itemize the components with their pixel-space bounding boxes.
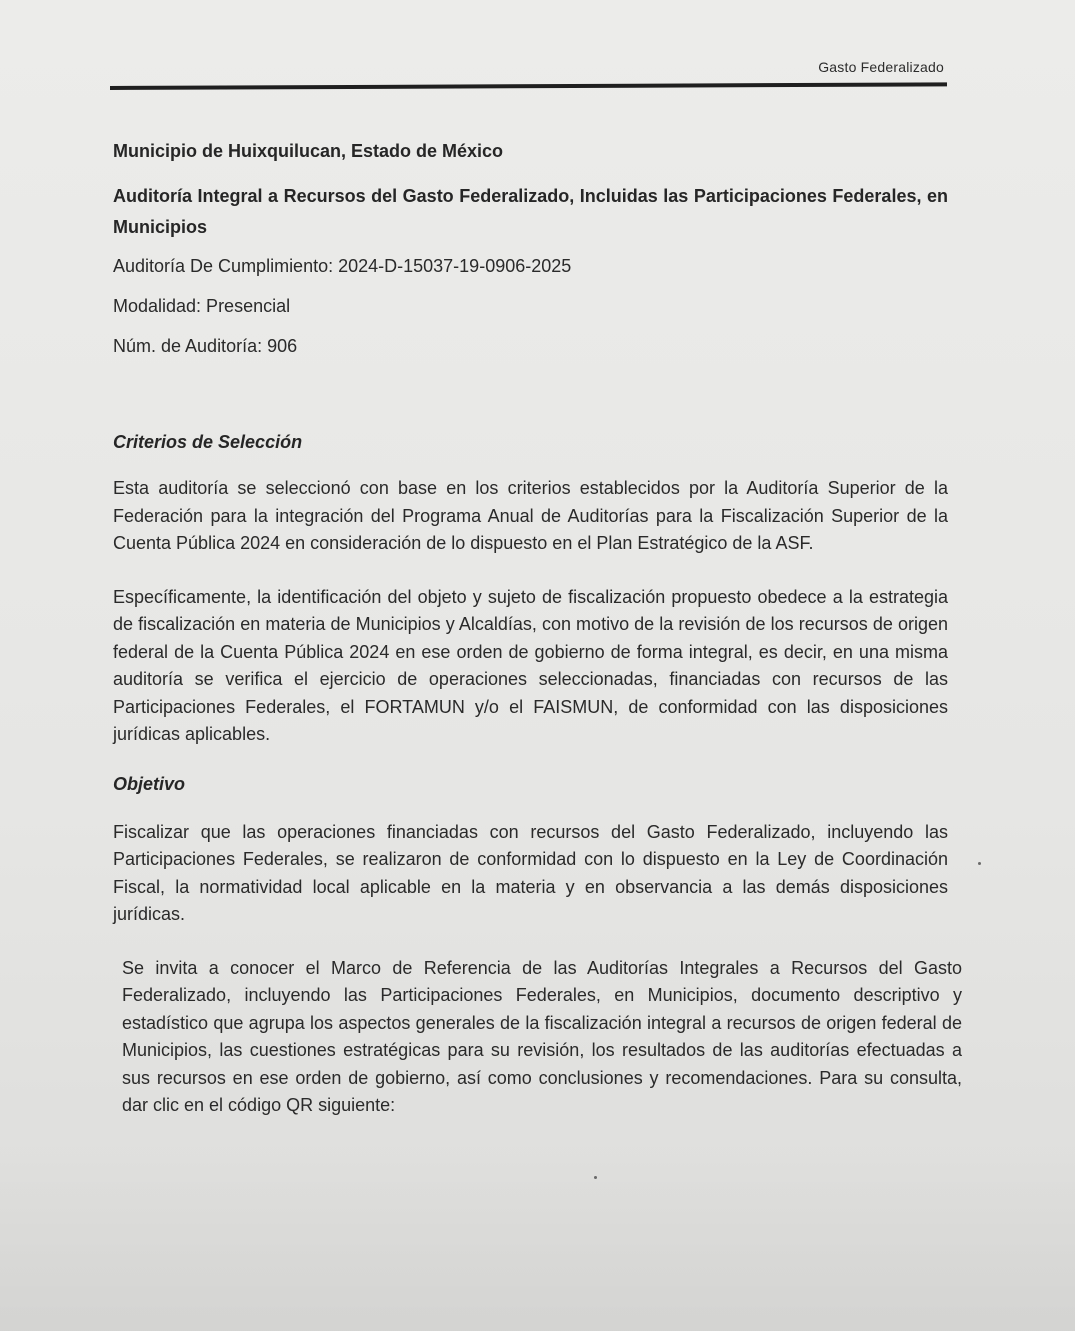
speck-mark xyxy=(978,862,981,865)
invitation-paragraph: Se invita a conocer el Marco de Referencia de las Auditorías Integrales a Recursos del Gasto Federalizado, incluyendo las Participaciones Federales, en Municipios, documento descriptivo y estadístico que agrupa los aspectos generales de la fiscalización integral a recursos de origen federal de Municipios, las cuestiones estratégicas para su revisión, los resultados de las auditorías efectuadas a sus recursos en ese orden de gobierno, así como conclusiones y recomendaciones. Para su consulta, dar clic en el código QR siguiente: xyxy=(122,957,962,1115)
document-body xyxy=(113,138,962,1120)
audit-number: Núm. de Auditoría: 906 xyxy=(113,336,298,356)
header-rule xyxy=(110,82,947,90)
objective-paragraph: Fiscalizar que las operaciones financiadas con recursos del Gasto Federalizado, incluyendo las Participaciones Federales, se realizaron de conformidad con lo dispuesto en la Ley de Coordinación Fiscal, la normatividad local aplicable en la materia y en observancia a las demás disposiciones jurídicas. xyxy=(113,821,948,924)
objective-heading: Objetivo xyxy=(113,773,186,794)
page-shadow xyxy=(0,1151,1075,1331)
audit-type: Auditoría De Cumplimiento: 2024-D-15037-19-0906-2025 xyxy=(113,256,572,276)
criteria-paragraph-1: Esta auditoría se seleccionó con base en los criterios establecidos por la Auditoría Superior de la Federación para la integración del Programa Anual de Auditorías para la Fiscalización Superior de la Cuenta Pública 2024 en consideración de lo dispuesto en el Plan Estratégico de la ASF. xyxy=(113,478,948,553)
entity-title: Municipio de Huixquilucan, Estado de México xyxy=(113,141,504,161)
audit-modality: Modalidad: Presencial xyxy=(113,296,291,316)
audit-title: Auditoría Integral a Recursos del Gasto Federalizado, Incluidas las Participaciones Federales, en Municipios xyxy=(113,186,948,237)
running-header: Gasto Federalizado xyxy=(818,59,944,75)
criteria-paragraph-2: Específicamente, la identificación del objeto y sujeto de fiscalización propuesto obedece a la estrategia de fiscalización en materia de Municipios y Alcaldías, con motivo de la revisión de los recursos de origen federal de la Cuenta Pública 2024 en ese orden de gobierno de forma integral, es decir, en una misma auditoría se verifica el ejercicio de operaciones seleccionadas, financiadas con recursos de las Participaciones Federales, el FORTAMUN y/o el FAISMUN, de conformidad con las disposiciones jurídicas aplicables. xyxy=(113,586,948,744)
criteria-heading: Criterios de Selección xyxy=(113,432,303,452)
